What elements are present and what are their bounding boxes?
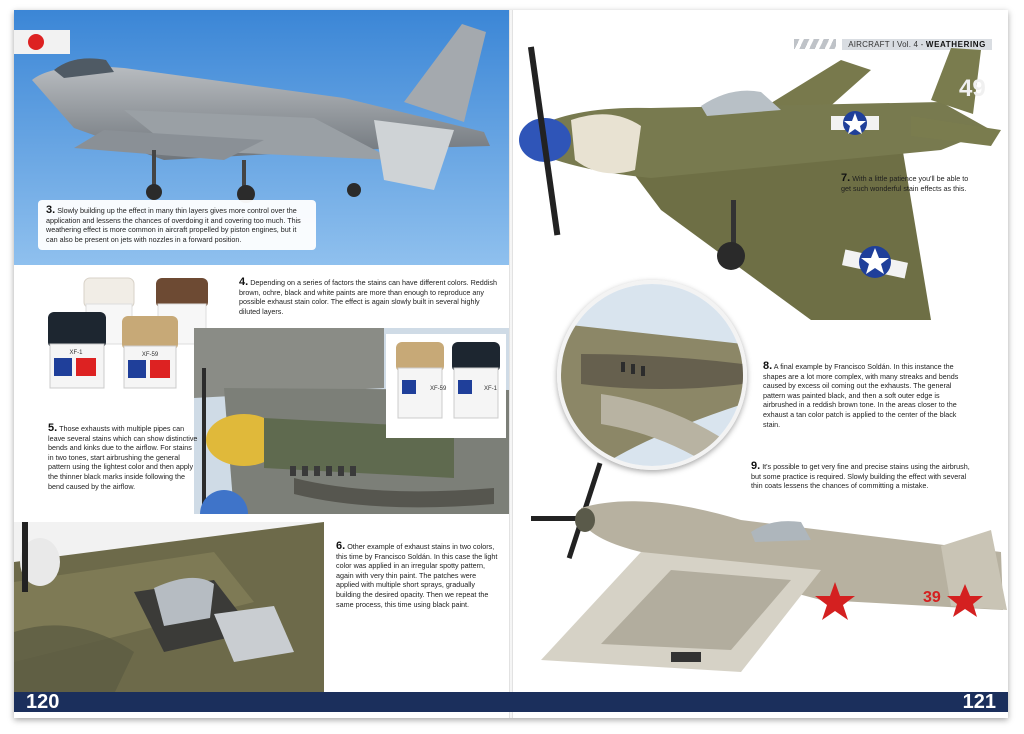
caption-3-text: Slowly building up the effect in many thin layers gives more control over the application and lessens the chances of overdoing it and covering too much. This weathering effect is more common in aircraft propelled by piston engines, but it can also be present on jets with nozzles in a forward position. [46, 206, 301, 244]
caption-3 [38, 200, 316, 250]
header-topic: WEATHERING [925, 39, 986, 49]
soviet-fighter-photo [521, 460, 1008, 692]
jar-label-1: XF-1 [69, 350, 83, 356]
caption-5 [48, 424, 198, 491]
caption-4-number: 4. [239, 276, 249, 288]
caption-6 [336, 542, 501, 609]
p40-nose-illustration [194, 328, 511, 514]
caption-6-number: 6. [336, 540, 346, 552]
caption-8-number: 8. [763, 360, 773, 372]
harrier-photo [14, 10, 511, 265]
caption-7-text: With a little patience you'll be able to get such wonderful stain effects as this. [841, 174, 969, 193]
caption-9-text: It's possible to get very fine and precise stains using the airbrush, but some practice is required. Slowly building the effect with several thin coats lessens the chances of committing a mistake. [751, 462, 970, 491]
exhaust-detail-illustration [561, 284, 743, 466]
right-page [511, 10, 1008, 718]
caption-3-number: 3. [46, 204, 56, 216]
jar-label-3: XF-59 [430, 386, 447, 392]
header-separator: I [892, 39, 895, 49]
jar-label-2: XF-59 [141, 352, 159, 358]
caption-6-text: Other example of exhaust stains in two colors, this time by Francisco Soldán. In this case the light color was applied in an irregular spotty pattern, again with very thin paint. The patches were applied with multiple short sprays, gradually building the desired opacity. Then we repeat the same process, this time using black paint. [336, 542, 498, 609]
header-volume: Vol. 4 - [896, 39, 924, 49]
caption-7 [841, 174, 971, 193]
footer-bar [14, 692, 1008, 712]
page-number-left: 120 [26, 691, 60, 713]
jar-label-4: XF-1 [484, 386, 498, 392]
paint-jars-illustration [46, 272, 216, 392]
caption-5-number: 5. [48, 422, 58, 434]
paint-jars-photo [46, 272, 216, 392]
p40-overview-illustration [511, 20, 1008, 320]
caption-4 [239, 278, 501, 316]
p40-cockpit-illustration [14, 522, 324, 694]
p40-cockpit-photo [14, 522, 324, 694]
p40-overview-photo [511, 20, 1008, 320]
p40-nose-photo [194, 328, 511, 514]
page-gutter [509, 10, 513, 718]
header-section: AIRCRAFT [848, 39, 890, 49]
page-number-right: 121 [962, 691, 996, 713]
caption-5-text: Those exhausts with multiple pipes can leave several stains which can show distinctive bends and kinks due to the airflow. For stains in two tones, start airbrushing the general pattern using the lightest color and then apply the thinner black marks inside following the bend caused by the airflow. [48, 424, 198, 491]
caption-8-text: A final example by Francisco Soldán. In this instance the shapes are a lot more complex, with many streaks and bends caused by excess oil coming out the exhausts. The general pattern was painted black, and then a soft outer edge is airbrushed in a reddish brown tone. In the areas closer to the exhaust a tan color patch is applied to the center of the black stain. [763, 362, 959, 429]
exhaust-detail-circle [557, 280, 747, 470]
soviet-code: 39 [923, 589, 941, 606]
caption-8 [763, 362, 973, 429]
caption-9-number: 9. [751, 460, 761, 472]
soviet-fighter-illustration [521, 460, 1008, 692]
left-page [14, 10, 511, 718]
p40-code: 49 [959, 75, 986, 102]
magazine-spread [14, 10, 1008, 718]
caption-7-number: 7. [841, 172, 851, 184]
caption-4-text: Depending on a series of factors the stains can have different colors. Reddish brown, ochre, black and white paints are more than enough to reproduce any possible exhaust stain color. The effect is again slowly built in several highly diluted layers. [239, 278, 497, 316]
